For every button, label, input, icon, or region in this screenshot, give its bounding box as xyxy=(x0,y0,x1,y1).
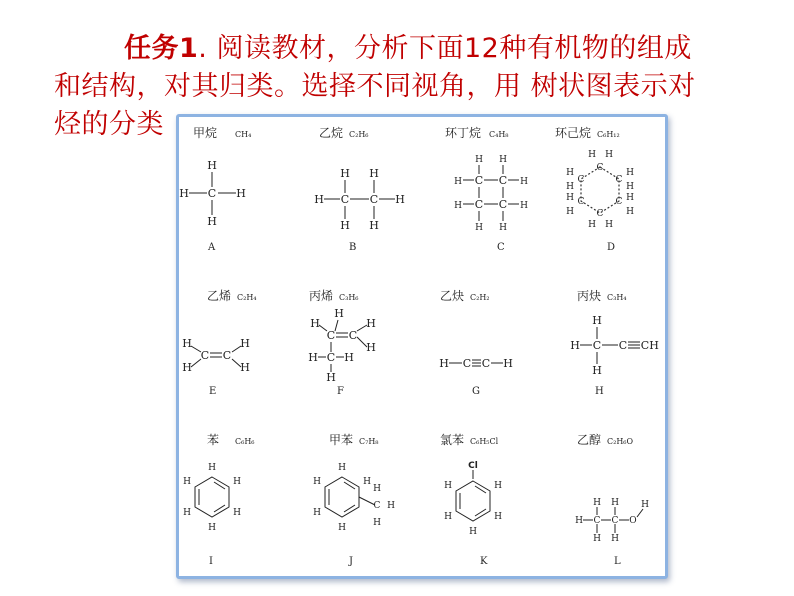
caption-H xyxy=(577,288,627,303)
atom-H: H xyxy=(626,182,634,192)
atom-H: H xyxy=(605,220,613,230)
letter-L: L xyxy=(614,556,621,567)
molecule-name-L: 乙醇 xyxy=(577,433,602,447)
atom-H: H xyxy=(236,187,246,200)
atom-C: C xyxy=(615,197,623,207)
task-line-3: 烃的分类 xyxy=(54,109,164,140)
atom-H: H xyxy=(593,534,601,544)
molecule-structures-figure xyxy=(179,117,665,576)
atom-H: H xyxy=(183,477,191,487)
molecule-name-J: 甲苯 xyxy=(329,433,354,447)
atom-H: H xyxy=(338,463,346,473)
atom-H: H xyxy=(566,182,574,192)
caption-G xyxy=(440,288,490,303)
atom-C: C xyxy=(207,187,217,200)
atom-H: H xyxy=(308,351,318,364)
atom-C: C xyxy=(615,175,623,185)
atom-H: H xyxy=(520,201,528,211)
atom-H: H xyxy=(520,177,528,187)
structure-L-ethanol xyxy=(575,498,649,544)
atom-C: C xyxy=(618,339,628,352)
structure-A-methane xyxy=(179,159,246,228)
atom-C: C xyxy=(498,174,508,187)
atom-H: H xyxy=(340,219,350,232)
atom-C: C xyxy=(326,329,336,342)
task-line-2: 和结构，对其归类。选择不同视角，用 树状图表示对 xyxy=(54,71,696,102)
task-line-1: 阅读教材，分析下面12种有机物的组成 xyxy=(216,33,692,64)
atom-H: H xyxy=(310,317,320,330)
atom-H: H xyxy=(233,477,241,487)
task-label: 任务1 xyxy=(124,33,199,64)
atom-C: C xyxy=(462,357,472,370)
letter-H: H xyxy=(595,386,604,397)
atom-H: H xyxy=(469,527,477,537)
molecule-formula-L: C₂H₆O xyxy=(607,437,634,446)
atom-H: H xyxy=(344,351,354,364)
atom-C: C xyxy=(577,197,585,207)
atom-H: H xyxy=(340,167,350,180)
atom-H: H xyxy=(208,463,216,473)
atom-H: H xyxy=(503,357,513,370)
caption-D xyxy=(555,125,620,140)
structure-J-toluene xyxy=(313,463,395,533)
molecule-formula-G: C₂H₂ xyxy=(470,293,490,302)
atom-C: C xyxy=(481,357,491,370)
structure-G-acetylene xyxy=(439,357,513,370)
letter-J: J xyxy=(349,556,354,567)
atom-H: H xyxy=(611,498,619,508)
molecule-name-D: 环己烷 xyxy=(555,126,592,140)
atom-H: H xyxy=(363,477,371,487)
structure-F-propene xyxy=(308,307,376,384)
atom-H: H xyxy=(649,339,659,352)
atom-C: C xyxy=(592,339,602,352)
atom-C: C xyxy=(596,209,604,219)
atom-H: H xyxy=(183,508,191,518)
atom-H: H xyxy=(499,155,507,165)
molecule-formula-C: C₄H₈ xyxy=(489,130,509,139)
atom-H: H xyxy=(588,150,596,160)
molecule-name-F: 丙烯 xyxy=(309,289,334,303)
atom-H: H xyxy=(334,307,344,320)
molecule-formula-K: C₆H₅Cl xyxy=(470,437,499,446)
atom-C: C xyxy=(577,175,585,185)
caption-L xyxy=(577,432,634,447)
atom-H: H xyxy=(373,518,381,528)
atom-H: H xyxy=(575,516,583,526)
atom-H: H xyxy=(387,501,395,511)
atom-O: O xyxy=(629,516,637,526)
molecule-formula-I: C₆H₆ xyxy=(235,437,255,446)
atom-H: H xyxy=(605,150,613,160)
atom-C: C xyxy=(474,198,484,211)
letter-D: D xyxy=(607,242,616,253)
caption-K xyxy=(440,433,499,447)
atom-C: C xyxy=(200,349,210,362)
atom-H: H xyxy=(314,193,324,206)
letter-G: G xyxy=(472,386,480,397)
atom-H: H xyxy=(240,337,250,350)
atom-H: H xyxy=(475,155,483,165)
atom-H: H xyxy=(641,500,649,510)
atom-H: H xyxy=(626,193,634,203)
atom-C: C xyxy=(474,174,484,187)
atom-H: H xyxy=(592,364,602,377)
molecule-name-I: 苯 xyxy=(207,433,220,447)
atom-C: C xyxy=(369,193,379,206)
letter-E: E xyxy=(209,386,217,397)
molecule-name-H: 丙炔 xyxy=(577,289,602,303)
atom-H: H xyxy=(570,339,580,352)
atom-H: H xyxy=(179,187,189,200)
atom-H: H xyxy=(454,201,462,211)
molecule-name-C: 环丁烷 xyxy=(445,126,482,140)
structure-H-propyne xyxy=(570,314,659,377)
molecule-formula-D: C₆H₁₂ xyxy=(597,130,620,139)
molecule-name-E: 乙烯 xyxy=(207,289,232,303)
atom-H: H xyxy=(592,314,602,327)
molecule-formula-A: CH₄ xyxy=(235,130,252,139)
atom-C: C xyxy=(593,516,601,526)
atom-H: H xyxy=(475,223,483,233)
molecule-formula-F: C₃H₆ xyxy=(339,293,359,302)
structure-C-cyclobutane xyxy=(454,155,528,233)
atom-H: H xyxy=(395,193,405,206)
caption-I xyxy=(207,433,255,447)
atom-H: H xyxy=(626,168,634,178)
letter-F: F xyxy=(337,386,344,397)
atom-C: C xyxy=(373,501,381,511)
letter-B: B xyxy=(349,242,357,253)
structure-K-chlorobenzene xyxy=(444,461,502,537)
caption-F xyxy=(309,288,359,303)
atom-C: C xyxy=(611,516,619,526)
molecule-formula-E: C₂H₄ xyxy=(237,293,257,302)
structure-E-ethylene xyxy=(182,337,250,374)
atom-C: C xyxy=(640,339,650,352)
molecule-name-B: 乙烷 xyxy=(319,126,344,140)
atom-Cl: Cl xyxy=(468,461,478,471)
atom-H: H xyxy=(326,371,336,384)
atom-H: H xyxy=(207,159,217,172)
atom-H: H xyxy=(593,498,601,508)
atom-H: H xyxy=(313,508,321,518)
atom-H: H xyxy=(313,477,321,487)
atom-H: H xyxy=(499,223,507,233)
atom-H: H xyxy=(369,219,379,232)
atom-H: H xyxy=(494,481,502,491)
caption-C xyxy=(445,125,509,140)
atom-H: H xyxy=(566,168,574,178)
atom-H: H xyxy=(366,341,376,354)
structure-I-benzene xyxy=(183,463,241,533)
molecule-name-G: 乙炔 xyxy=(440,289,465,303)
atom-H: H xyxy=(566,207,574,217)
atom-H: H xyxy=(494,512,502,522)
atom-H: H xyxy=(444,481,452,491)
atom-H: H xyxy=(588,220,596,230)
letter-C: C xyxy=(497,242,505,253)
letter-K: K xyxy=(480,556,488,567)
atom-H: H xyxy=(233,508,241,518)
task-label-dot: . xyxy=(198,33,208,64)
molecule-formula-J: C₇H₈ xyxy=(359,437,379,446)
caption-J xyxy=(329,433,379,447)
atom-H: H xyxy=(373,484,381,494)
atom-H: H xyxy=(444,512,452,522)
molecule-structures-panel xyxy=(176,114,668,579)
atom-C: C xyxy=(348,329,358,342)
atom-C: C xyxy=(222,349,232,362)
atom-H: H xyxy=(611,534,619,544)
atom-C: C xyxy=(596,163,604,173)
atom-H: H xyxy=(208,523,216,533)
atom-H: H xyxy=(366,317,376,330)
molecule-name-A: 甲烷 xyxy=(193,126,218,140)
letter-A: A xyxy=(208,242,216,253)
atom-C: C xyxy=(498,198,508,211)
atom-H: H xyxy=(182,337,192,350)
molecule-name-K: 氯苯 xyxy=(440,433,465,447)
atom-H: H xyxy=(240,361,250,374)
caption-E xyxy=(207,288,257,303)
atom-C: C xyxy=(326,351,336,364)
atom-H: H xyxy=(566,193,574,203)
atom-H: H xyxy=(454,177,462,187)
molecule-formula-H: C₃H₄ xyxy=(607,293,627,302)
atom-H: H xyxy=(369,167,379,180)
caption-B xyxy=(319,125,369,140)
atom-C: C xyxy=(340,193,350,206)
letter-I: I xyxy=(209,556,213,567)
structure-D-cyclohexane xyxy=(566,150,634,230)
atom-H: H xyxy=(207,215,217,228)
molecule-formula-B: C₂H₆ xyxy=(349,130,369,139)
caption-A xyxy=(193,125,251,140)
atom-H: H xyxy=(626,207,634,217)
atom-H: H xyxy=(439,357,449,370)
structure-B-ethane xyxy=(314,167,405,232)
atom-H: H xyxy=(338,523,346,533)
atom-H: H xyxy=(182,361,192,374)
